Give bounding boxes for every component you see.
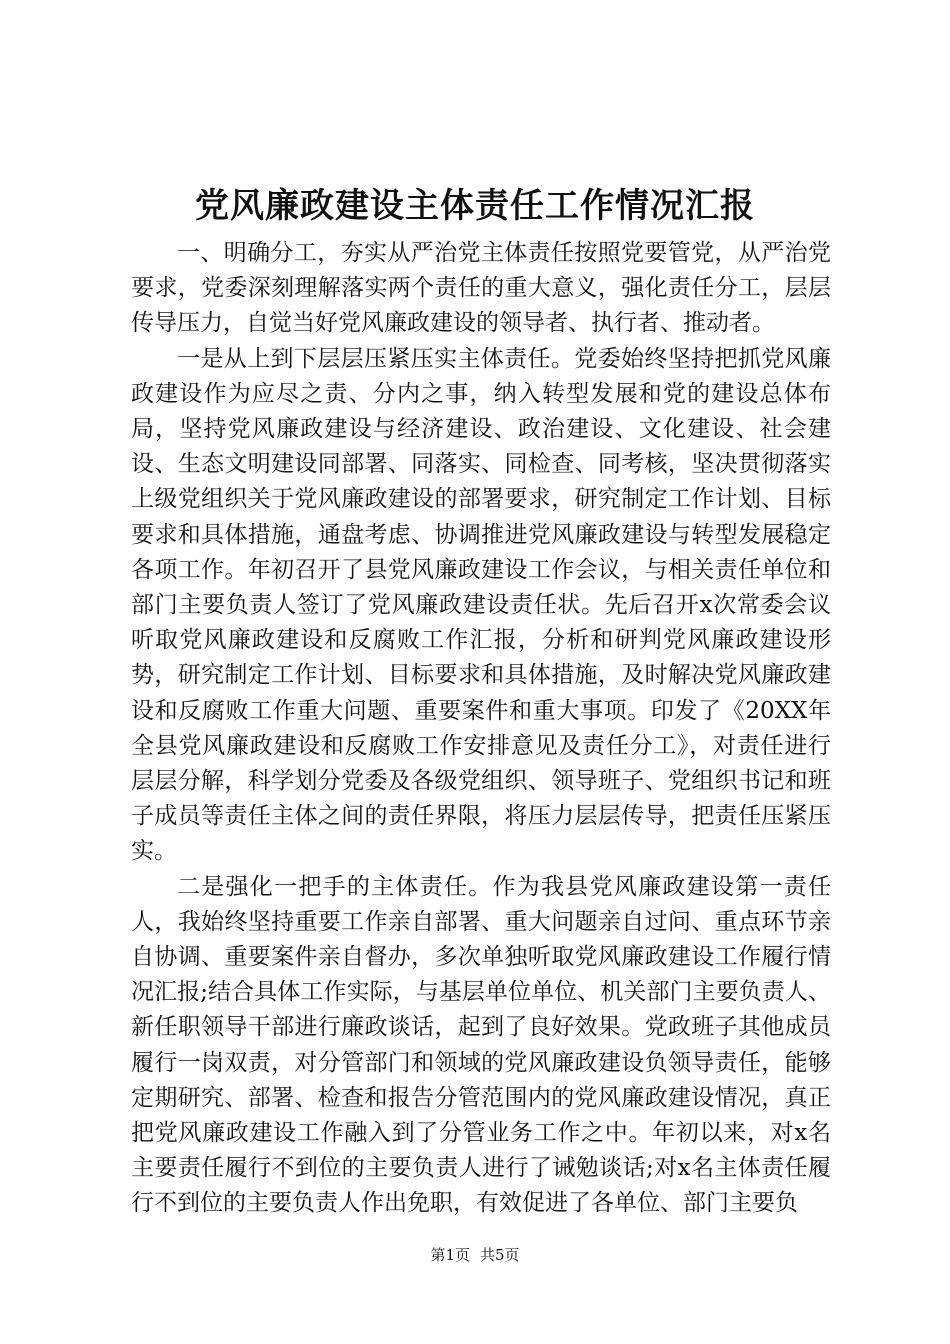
paragraph-item-one: 一是从上到下层层压紧压实主体责任。党委始终坚持把抓党风廉政建设作为应尽之责、分内之事，纳入转型发展和党的建设总体布局，坚持党风廉政建设与经济建设、政治建设、文化建设、社会建设、生态文明建设同部署、同落实、同检查、同考核，坚决贯彻落实上级党组织关于党风廉政建设的部署要求，研究制定工作计划、目标要求和具体措施，通盘考虑、协调推进党风廉政建设与转型发展稳定各项工作。年初召开了县党风廉政建设工作会议，与相关责任单位和部门主要负责人签订了党风廉政建设责任状。先后召开x次常委会议听取党风廉政建设和反腐败工作汇报，分析和研判党风廉政建设形势，研究制定工作计划、目标要求和具体措施，及时解决党风廉政建设和反腐败工作重大问题、重要案件和重大事项。印发了《20XX年全县党风廉政建设和反腐败工作安排意见及责任分工》，对责任进行层层分解，科学划分党委及各级党组织、领导班子、党组织书记和班子成员等责任主体之间的责任界限，将压力层层传导，把责任压紧压实。 bbox=[131, 345, 831, 865]
page-footer bbox=[0, 1243, 950, 1267]
paragraph-item-two: 二是强化一把手的主体责任。作为我县党风廉政建设第一责任人，我始终坚持重要工作亲自部署、重大问题亲自过问、重点环节亲自协调、重要案件亲自督办，多次单独听取党风廉政建设工作履行情况汇报;结合具体工作实际，与基层单位单位、机关部门主要负责人、新任职领导干部进行廉政谈话，起到了良好效果。党政班子其他成员履行一岗双责，对分管部门和领域的党风廉政建设负领导责任，能够定期研究、部署、检查和报告分管范围内的党风廉政建设情况，真正把党风廉政建设工作融入到了分管业务工作之中。年初以来，对x名主要责任履行不到位的主要负责人进行了诫勉谈话;对x名主体责任履行不到位的主要负责人作出免职，有效促进了各单位、部门主要负 bbox=[131, 873, 831, 1217]
paragraph-section-one: 一、明确分工，夯实从严治党主体责任按照党要管党，从严治党要求，党委深刻理解落实两个责任的重大意义，强化责任分工，层层传导压力，自觉当好党风廉政建设的领导者、执行者、推动者。 bbox=[131, 240, 831, 337]
document-title: 党风廉政建设主体责任工作情况汇报 bbox=[195, 186, 755, 226]
document-body bbox=[131, 236, 831, 1222]
page-number: 第1页 bbox=[430, 1246, 470, 1264]
page-total: 共5页 bbox=[480, 1246, 520, 1264]
